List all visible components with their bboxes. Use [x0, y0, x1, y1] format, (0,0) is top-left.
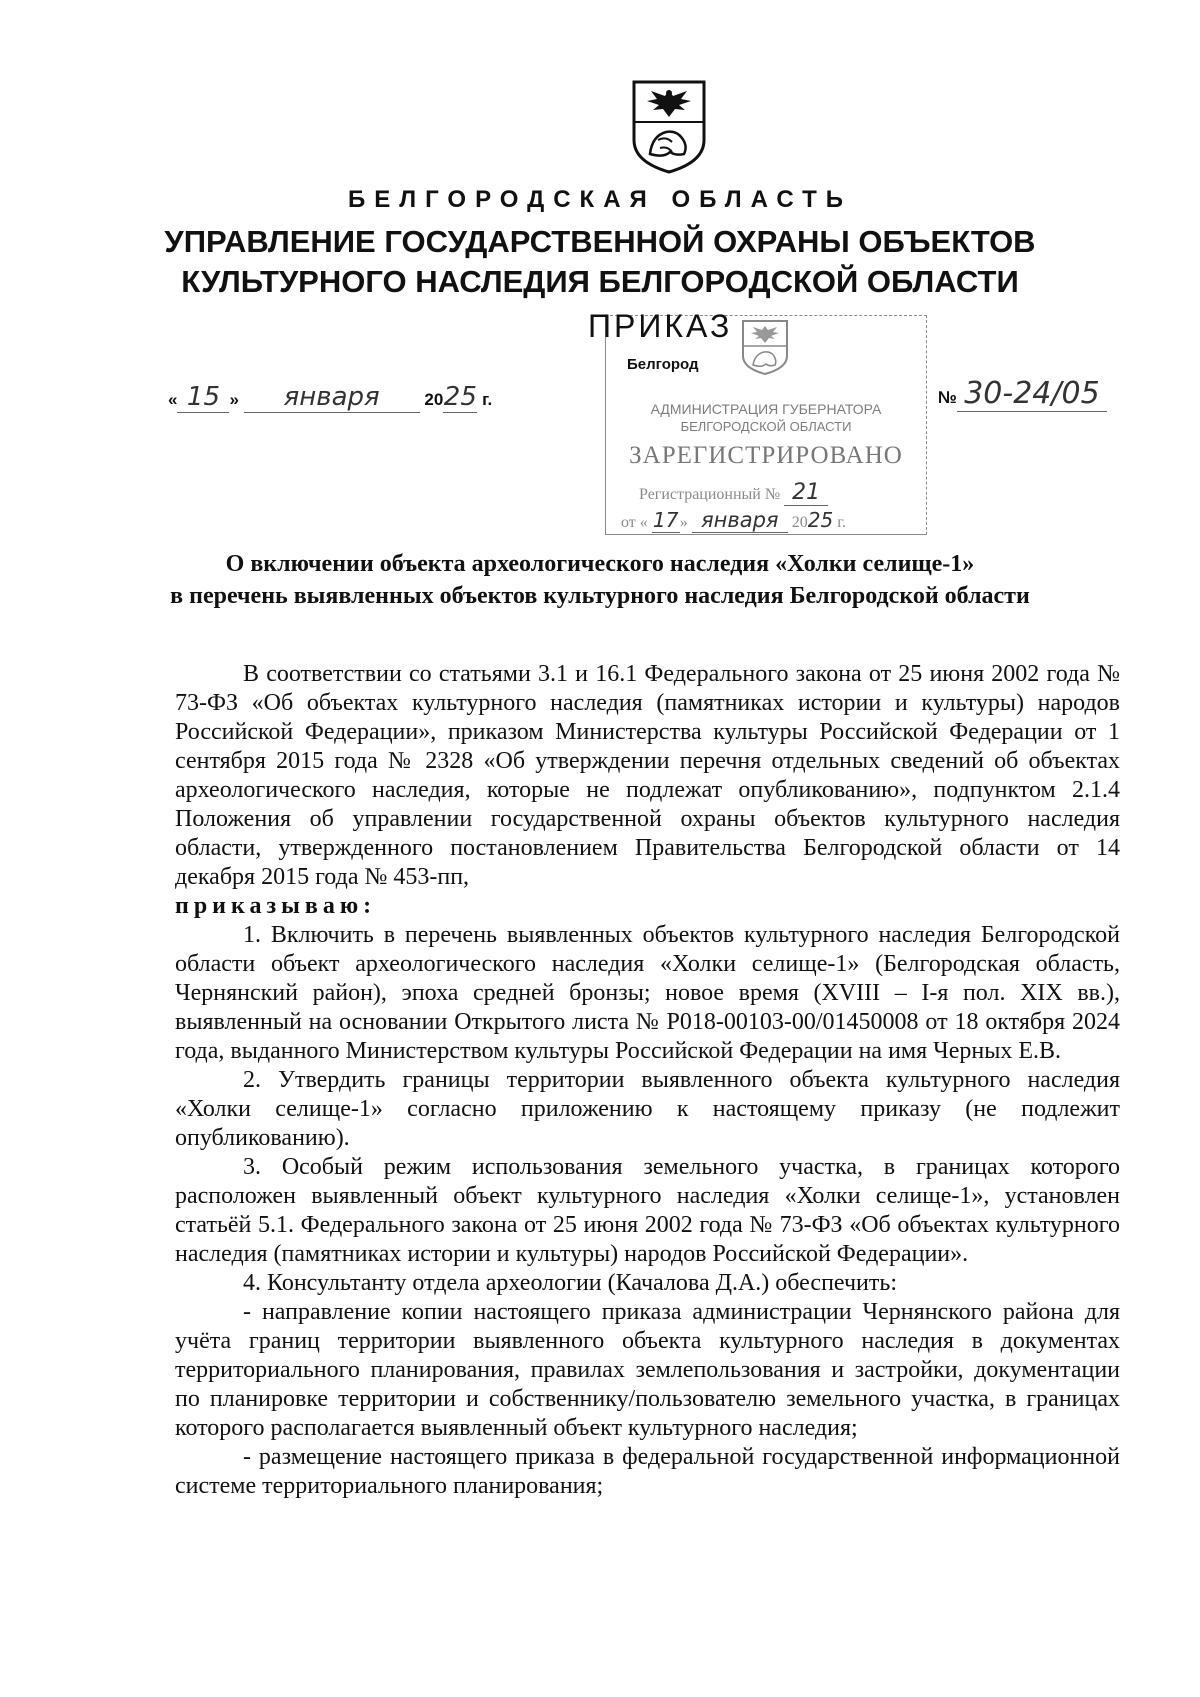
- item-2: 2. Утвердить границы территории выявленного объекта культурного наследия «Холки селище-1» согласно приложению к настоящему приказу (не подлежит опубликованию).: [175, 1067, 1120, 1151]
- stamp-status: ЗАРЕГИСТРИРОВАНО: [629, 442, 903, 469]
- agency-name-line2: КУЛЬТУРНОГО НАСЛЕДИЯ БЕЛГОРОДСКОЙ ОБЛАСТИ: [181, 264, 1019, 299]
- order-body: [175, 660, 1120, 1501]
- order-date-open-quote: «: [168, 390, 178, 409]
- order-date-month: января: [244, 382, 420, 413]
- item-1: 1. Включить в перечень выявленных объектов культурного наследия Белгородской области объект археологического наследия «Холки селище-1» (Белгородская область, Чернянский район), эпоха средней бронзы; новое время (XVIII – I-я пол. XIX вв.), выявленный на основании Открытого листа № Р018-00103-00/01450008 от 18 октября 2024 года, выданного Министерством культуры Российской Федерации на имя Черных Е.В.: [175, 922, 1120, 1064]
- stamp-date-year-suffix: 25: [807, 508, 834, 532]
- stamp-date-day: 17: [653, 508, 679, 532]
- stamp-emblem-icon: [740, 318, 790, 376]
- order-date-year-suffix: 25: [443, 382, 477, 412]
- stamp-line1: АДМИНИСТРАЦИЯ ГУБЕРНАТОРА: [650, 401, 882, 417]
- agency-name: [0, 222, 1200, 302]
- order-number-value: 30-24/05: [957, 376, 1107, 412]
- item-4: 4. Консультанту отдела археологии (Качалова Д.А.) обеспечить:: [243, 1270, 897, 1296]
- order-word: приказываю:: [175, 893, 377, 919]
- order-title-line2: в перечень выявленных объектов культурного наследия Белгородской области: [170, 583, 1030, 609]
- document-type: ПРИКАЗ: [588, 308, 733, 344]
- preamble-paragraph: [175, 660, 1120, 892]
- agency-name-line1: УПРАВЛЕНИЕ ГОСУДАРСТВЕННОЙ ОХРАНЫ ОБЪЕКТОВ: [164, 224, 1036, 259]
- item-4-sub-1: - направление копии настоящего приказа администрации Чернянского района для учёта границ территории выявленного объекта культурного наследия в документах территориального планирования, правилах землепользования и застройки, документации по планировке территории и собственнику/пользователю земельного участка, в границах которого располагается выявленный объект культурного наследия;: [175, 1299, 1120, 1441]
- stamp-reg-label: Регистрационный №: [639, 486, 781, 503]
- stamp-date-close: »: [679, 514, 688, 531]
- stamp-reg-number-row: [639, 480, 828, 506]
- stamp-reg-number: 21: [784, 480, 828, 506]
- order-date-day: 15: [177, 382, 229, 413]
- region-heading: БЕЛГОРОДСКАЯ ОБЛАСТЬ: [348, 186, 852, 213]
- document-city: Белгород: [627, 356, 699, 373]
- stamp-date-month: января: [692, 508, 788, 533]
- order-number-label: №: [938, 388, 957, 407]
- stamp-date-row: [621, 508, 846, 533]
- item-3: 3. Особый режим использования земельного участка, в границах которого расположен выявленный объект культурного наследия «Холки селище-1», установлен статьёй 5.1. Федерального закона от 25 июня 2002 года № 73-ФЗ «Об объектах культурного наследия (памятниках истории и культуры) народов Российской Федерации».: [175, 1154, 1120, 1267]
- preamble-text: В соответствии со статьями 3.1 и 16.1 Федерального закона от 25 июня 2002 года № 73-ФЗ «Об объектах культурного наследия (памятниках истории и культуры) народов Российской Федерации», приказом Министерства культуры Российской Федерации от 1 сентября 2015 года № 2328 «Об утверждении перечня отдельных сведений об объектах археологического наследия, которые не подлежат опубликованию», подпунктом 2.1.4 Положения об управлении государственной охраны объектов культурного наследия области, утвержденного постановлением Правительства Белгородской области от 14 декабря 2015 года № 453-пп,: [175, 661, 1120, 890]
- stamp-date-year-prefix: 20: [791, 514, 808, 531]
- order-date-close-quote: »: [229, 390, 239, 409]
- item-4-sub-2: - размещение настоящего приказа в федеральной государственной информационной системе территориального планирования;: [175, 1444, 1120, 1499]
- order-number: [938, 376, 1107, 412]
- order-title-line1: О включении объекта археологического наследия «Холки селище-1»: [225, 551, 975, 577]
- order-date: [168, 382, 492, 413]
- order-date-year-prefix: 20: [424, 390, 444, 409]
- coat-of-arms-emblem: [630, 78, 708, 174]
- order-date-year-unit: г.: [482, 390, 493, 409]
- order-title: [0, 548, 1200, 612]
- stamp-line2: БЕЛГОРОДСКОЙ ОБЛАСТИ: [680, 419, 852, 434]
- stamp-date-year-unit: г.: [837, 514, 846, 531]
- stamp-date-from: от «: [621, 514, 648, 531]
- registration-stamp: [605, 315, 927, 535]
